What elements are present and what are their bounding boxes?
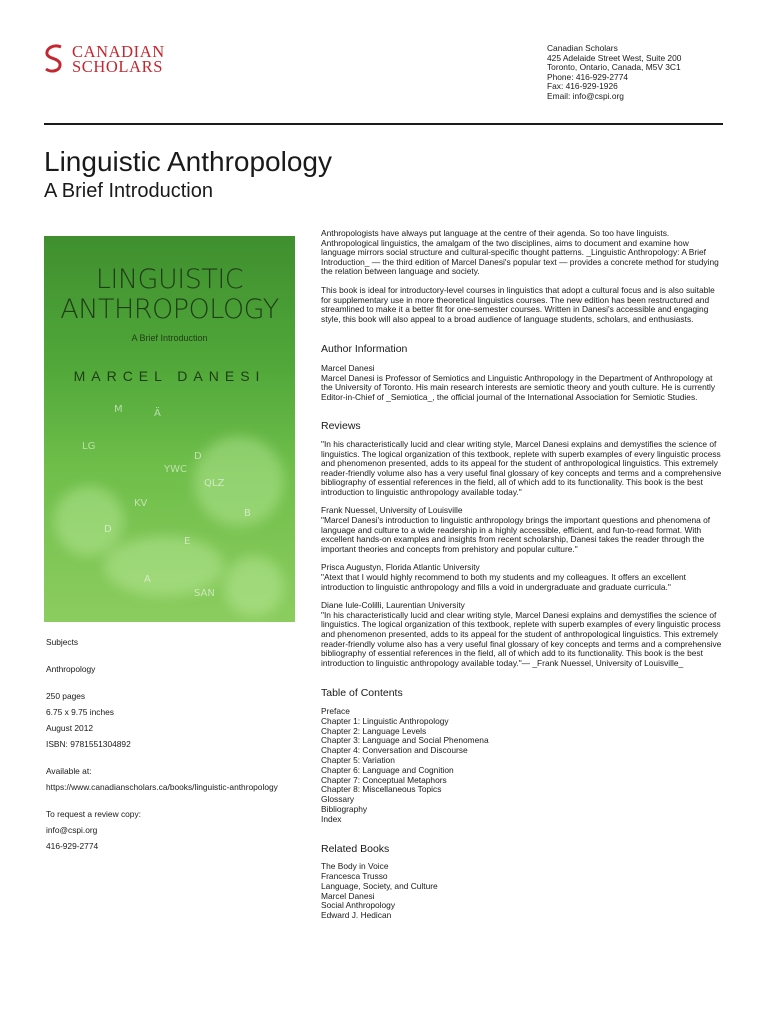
review-text: "In his characteristically lucid and clear writing style, Marcel Danesi explains and demystifies the science of linguistics. The logical organization of this textbook, replete with superb examples of every linguistic process and phenomenon presented, adds to its appeal for the student of anthropological linguistics. This extremely reader-friendly volume also has a very useful final glossary of key concepts and terms and a comprehensive bibliography of essential references in the field, all of which add to its functionality. This book is the best introduction to linguistic anthropology available today."— _Frank Nuessel, University of Louisville_: [321, 609, 722, 668]
review-email-link[interactable]: info@cspi.org: [46, 825, 98, 835]
toc-item: Bibliography: [321, 803, 368, 814]
description-paragraph: This book is ideal for introductory-level courses in linguistics that adopt a cultural focus and is also suitable for supplementary use in more theoretical linguistics courses. The new edition has been restructured and streamlined to make it a better fit for one-semester courses. Written in Danesi's accessible and engaging style, this book will also appeal to a broad audience of language students, scholars, and enthusiasts.: [321, 284, 715, 324]
publish-date: August 2012: [46, 723, 94, 733]
subject-item[interactable]: Anthropology: [46, 664, 96, 674]
review-text: "Atext that I would highly recommend to both my students and my colleagues. It offers an excellent introduction to linguistic anthropology and fills a void in undergraduate and graduate curricula.": [321, 572, 686, 592]
address-line[interactable]: Email: info@cspi.org: [547, 90, 624, 101]
author-bio: Marcel Danesi is Professor of Semiotics and Linguistic Anthropology in the Department of Anthropology at the University of Toronto. His main research interests are semiotic theory and youth culture. He is currently Editor-in-Chief of _Semiotica_, the official journal of the International Association for Semiotic Studies.: [321, 372, 716, 402]
related-book-author: Edward J. Hedican: [321, 910, 392, 921]
toc-item: Preface: [321, 705, 350, 716]
toc-item: Chapter 1: Linguistic Anthropology: [321, 715, 449, 726]
trim-size: 6.75 x 9.75 inches: [46, 707, 114, 717]
cover-subtitle: A Brief Introduction: [131, 333, 208, 343]
toc-item: Glossary: [321, 794, 355, 805]
book-subtitle: A Brief Introduction: [44, 180, 213, 202]
related-book-author: Francesca Trusso: [321, 870, 388, 881]
toc-item: Chapter 2: Language Levels: [321, 725, 427, 736]
cover-title-line: LINGUISTIC: [95, 264, 244, 295]
toc-item: Chapter 7: Conceptual Metaphors: [321, 774, 447, 785]
toc-item: Index: [321, 813, 342, 824]
subjects-label: Subjects: [46, 637, 79, 647]
publisher-logo-mark-icon: [44, 44, 66, 74]
related-book-title[interactable]: Social Anthropology: [321, 900, 396, 911]
publisher-address: [547, 44, 681, 101]
toc-item: Chapter 5: Variation: [321, 754, 395, 765]
address-line: Phone: 416-929-2774: [547, 71, 629, 82]
publisher-logo-text: [72, 44, 165, 74]
book-content: [321, 229, 723, 921]
author-info-heading: Author Information: [321, 343, 408, 356]
review-text: "In his characteristically lucid and clear writing style, Marcel Danesi explains and demystifies the science of linguistics. The logical organization of this textbook, replete with superb examples of every linguistic process and phenomenon presented, adds to its appeal for the student of anthropological linguistics. This extremely reader-friendly volume also has a very useful final glossary of key concepts and terms and a comprehensive bibliography of essential references in the field, all of which add to its functionality. This book is the best introduction to linguistic anthropology available today.": [321, 438, 722, 497]
reviews-heading: Reviews: [321, 420, 361, 433]
toc-list: [321, 707, 723, 825]
cover-author: MARCEL DANESI: [73, 368, 266, 384]
toc-item: Chapter 8: Miscellaneous Topics: [321, 784, 442, 795]
toc-item: Chapter 6: Language and Cognition: [321, 764, 454, 775]
logo-line-scholars: SCHOLARS: [72, 57, 163, 76]
review-author: Diane Iule-Colilli, Laurentian University: [321, 600, 465, 611]
related-books-heading: Related Books: [321, 842, 390, 855]
isbn: ISBN: 9781551304892: [46, 739, 131, 749]
toc-item: Chapter 3: Language and Social Phenomena: [321, 735, 489, 746]
related-book-title[interactable]: The Body in Voice: [321, 861, 389, 872]
review-author: Prisca Augustyn, Florida Atlantic University: [321, 562, 480, 573]
address-line: Canadian Scholars: [547, 43, 618, 53]
available-label: Available at:: [46, 766, 92, 776]
review-text: "Marcel Danesi's introduction to linguistic anthropology brings the important questions and phenomena of language and culture to a wide readership in a highly accessible, efficient, and fun-to-read format. With excellent hands-on examples and insights from recent scholarship, Danesi takes the reader through the important theories and concepts from prehistory and popular culture.": [321, 515, 711, 554]
cover-title-line: ANTHROPOLOGY: [60, 294, 279, 325]
logo-line-canadian: CANADIAN: [72, 42, 165, 61]
review-copy-label: To request a review copy:: [46, 809, 141, 819]
author-name: Marcel Danesi: [321, 362, 375, 373]
header-divider: [44, 123, 723, 125]
toc-heading: Table of Contents: [321, 687, 403, 700]
publisher-logo: [44, 44, 165, 74]
book-details: [46, 634, 296, 854]
book-cover-image: M Ä LG D YWC QLZ KV D B E A SAN LINGUISTIC ANTHROPOLOGY A Brief Introduction MARCEL DANESI: [44, 236, 295, 622]
review-author: Frank Nuessel, University of Louisville: [321, 505, 463, 516]
toc-item: Chapter 4: Conversation and Discourse: [321, 745, 468, 756]
address-line: 425 Adelaide Street West, Suite 200: [547, 52, 682, 63]
related-book-author: Marcel Danesi: [321, 890, 375, 901]
related-books-list: [321, 862, 723, 921]
page-count: 250 pages: [46, 691, 86, 701]
review-phone: 416-929-2774: [46, 841, 99, 851]
book-title: Linguistic Anthropology: [44, 146, 332, 177]
related-book-title[interactable]: Language, Society, and Culture: [321, 880, 438, 891]
address-line: Toronto, Ontario, Canada, M5V 3C1: [547, 62, 681, 72]
description-paragraph: Anthropologists have always put language at the centre of their agenda. So too have linguists. Anthropological linguistics, the amalgam of the two disciplines, aims to document and examine how language mirrors social structure and cultural-specific thought patterns. _Linguistic Anthropology: A Brief Introduction_ — the third edition of Marcel Danesi's popular text — provides a concrete method for studying the relation between language and society.: [321, 228, 719, 277]
available-link[interactable]: https://www.canadianscholars.ca/books/linguistic-anthropology: [46, 782, 278, 792]
address-line: Fax: 416-929-1926: [547, 81, 618, 91]
